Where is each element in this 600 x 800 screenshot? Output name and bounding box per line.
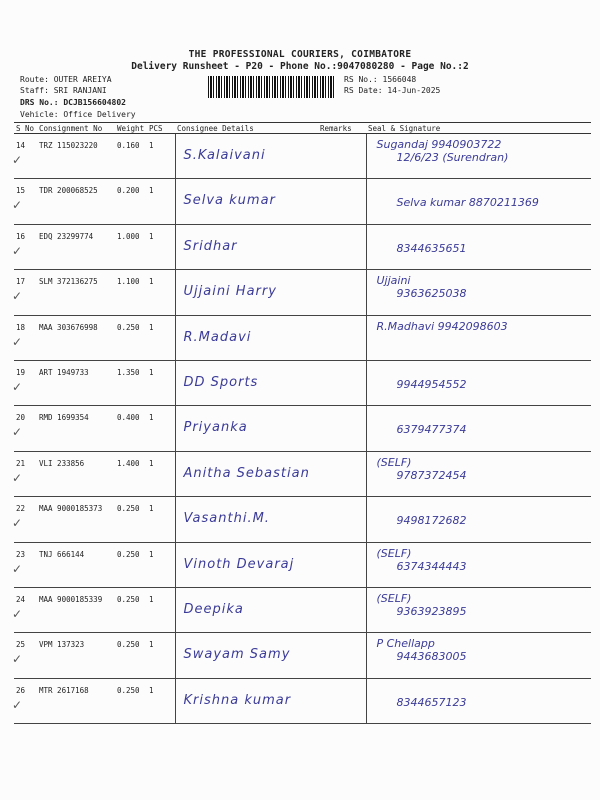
consignee-name: S.Kalaivani xyxy=(183,148,266,163)
consignment-cell: SLM 372136275 xyxy=(39,277,98,287)
consignment-cell: EDQ 23299774 xyxy=(39,231,94,241)
barcode xyxy=(208,76,336,98)
sno-cell: 15 xyxy=(16,186,26,196)
signature-line-1: Ujjaini xyxy=(376,274,411,288)
table-row xyxy=(14,678,591,723)
signature-line-2: 6379477374 xyxy=(396,423,467,437)
rs-date: RS Date: 14-Jun-2025 xyxy=(344,86,441,95)
runsheet-table xyxy=(14,122,591,724)
signature-line-2: 8344635651 xyxy=(396,241,467,255)
signature-line-2: 9944954552 xyxy=(396,377,467,391)
weight-cell: 1.400 xyxy=(117,458,140,468)
weight-cell: 0.160 xyxy=(117,141,140,150)
pcs-cell: 1 xyxy=(149,322,154,332)
pcs-cell: 1 xyxy=(149,549,154,559)
signature-line-1: R.Madhavi 9942098603 xyxy=(376,319,508,333)
signature-line-2: 9443683005 xyxy=(396,650,467,664)
consignee-name: Deepika xyxy=(183,601,244,617)
signature-line-1: (SELF) xyxy=(376,591,412,605)
col-seal: Seal & Signature xyxy=(366,123,591,134)
signature-line-2: 9787372454 xyxy=(396,468,467,482)
table-row xyxy=(14,179,591,224)
consignee-name: Ujjaini Harry xyxy=(183,284,277,300)
table-row xyxy=(14,406,591,451)
col-remarks: Remarks xyxy=(318,123,366,134)
pcs-cell: 1 xyxy=(149,186,154,196)
signature-line-2: Selva kumar 8870211369 xyxy=(396,196,539,210)
pcs-cell: 1 xyxy=(149,504,154,514)
table-row xyxy=(14,315,591,360)
weight-cell: 0.250 xyxy=(117,685,140,695)
sno-cell: 18 xyxy=(16,322,26,332)
consignment-cell: MAA 9000185373 xyxy=(39,504,103,514)
pcs-cell: 1 xyxy=(149,277,154,287)
check-mark-icon: ✓ xyxy=(12,516,23,531)
pcs-cell: 1 xyxy=(149,231,154,241)
check-mark-icon: ✓ xyxy=(12,606,23,621)
weight-cell: 1.350 xyxy=(117,367,140,377)
pcs-cell: 1 xyxy=(149,458,154,468)
vehicle-label: Vehicle: Office Delivery xyxy=(20,110,136,119)
weight-cell: 0.200 xyxy=(117,186,140,196)
consignee-name: Krishna kumar xyxy=(183,692,292,708)
rs-number: RS No.: 1566048 xyxy=(344,75,417,84)
sno-cell: 20 xyxy=(16,413,26,423)
sno-cell: 17 xyxy=(16,277,26,287)
sno-cell: 25 xyxy=(16,640,26,650)
sno-cell: 21 xyxy=(16,458,26,468)
drs-label: DRS No.: DCJB156604802 xyxy=(20,98,126,107)
consignment-cell: MAA 9000185339 xyxy=(39,594,103,604)
table-row xyxy=(14,633,591,678)
weight-cell: 0.250 xyxy=(117,640,140,650)
consignee-name: R.Madavi xyxy=(183,329,252,345)
consignment-cell: TRZ 115023220 xyxy=(39,141,98,150)
table-row xyxy=(14,270,591,315)
sno-cell: 24 xyxy=(16,594,26,604)
pcs-cell: 1 xyxy=(149,594,154,604)
pcs-cell: 1 xyxy=(149,640,154,650)
check-mark-icon: ✓ xyxy=(12,153,23,167)
table-row xyxy=(14,542,591,587)
company-title: THE PROFESSIONAL COURIERS, COIMBATORE xyxy=(188,49,412,60)
consignment-cell: MAA 303676998 xyxy=(39,322,98,332)
table-row xyxy=(14,587,591,632)
consignee-name: DD Sports xyxy=(183,374,259,390)
signature-line-1: Sugandaj 9940903722 xyxy=(376,138,502,151)
check-mark-icon: ✓ xyxy=(12,425,23,440)
signature-line-2: 9363625038 xyxy=(396,287,467,301)
col-consignee: Consignee Details xyxy=(175,123,318,134)
table-header-row xyxy=(14,123,591,134)
signature-line-2: 6374344443 xyxy=(396,559,467,573)
route-label: Route: OUTER AREIYA xyxy=(20,75,112,84)
weight-cell: 1.000 xyxy=(117,231,140,241)
consignee-name: Vinoth Devaraj xyxy=(183,556,295,572)
col-consignment: Consignment No xyxy=(37,123,115,134)
weight-cell: 0.250 xyxy=(117,322,140,332)
consignment-cell: ART 1949733 xyxy=(39,367,89,377)
weight-cell: 0.250 xyxy=(117,504,140,514)
signature-line-2: 9498172682 xyxy=(396,514,467,528)
table-row xyxy=(14,224,591,269)
signature-line-1: (SELF) xyxy=(376,455,412,469)
check-mark-icon: ✓ xyxy=(12,652,23,667)
sno-cell: 23 xyxy=(16,549,26,559)
runsheet-subtitle: Delivery Runsheet - P20 - Phone No.:9047080280 - Page No.:2 xyxy=(131,61,469,72)
check-mark-icon: ✓ xyxy=(12,289,23,304)
table-row xyxy=(14,497,591,542)
consignee-name: Anitha Sebastian xyxy=(183,465,310,481)
consignment-cell: RMD 1699354 xyxy=(39,413,89,423)
consignee-name: Sridhar xyxy=(183,238,238,254)
col-sno: S No xyxy=(14,123,37,134)
sno-cell: 26 xyxy=(16,685,26,695)
consignment-cell: VPM 137323 xyxy=(39,640,85,650)
table-row xyxy=(14,360,591,405)
consignee-name: Vasanthi.M. xyxy=(183,511,270,527)
signature-line-2: 12/6/23 (Surendran) xyxy=(396,151,509,164)
consignee-name: Selva kumar xyxy=(183,193,276,209)
signature-line-2: 9363923895 xyxy=(396,604,467,618)
pcs-cell: 1 xyxy=(149,685,154,695)
consignment-cell: MTR 2617168 xyxy=(39,685,89,695)
sno-cell: 16 xyxy=(16,231,26,241)
consignee-name: Priyanka xyxy=(183,420,248,436)
weight-cell: 1.100 xyxy=(117,277,140,287)
signature-line-1: P Chellapp xyxy=(376,637,435,651)
consignment-cell: VLI 233856 xyxy=(39,458,85,468)
staff-label: Staff: SRI RANJANI xyxy=(20,86,107,95)
signature-line-2: 8344657123 xyxy=(396,695,467,709)
sno-cell: 22 xyxy=(16,504,26,514)
signature-line-1: (SELF) xyxy=(376,546,412,560)
consignment-cell: TNJ 666144 xyxy=(39,549,85,559)
check-mark-icon: ✓ xyxy=(12,379,23,394)
check-mark-icon: ✓ xyxy=(12,334,23,349)
sno-cell: 14 xyxy=(16,141,26,150)
weight-cell: 0.400 xyxy=(117,413,140,423)
check-mark-icon: ✓ xyxy=(12,198,23,213)
consignment-cell: TDR 200068525 xyxy=(39,186,98,196)
sno-cell: 19 xyxy=(16,367,26,377)
consignee-name: Swayam Samy xyxy=(183,647,291,663)
pcs-cell: 1 xyxy=(149,367,154,377)
weight-cell: 0.250 xyxy=(117,594,140,604)
check-mark-icon: ✓ xyxy=(12,470,23,485)
check-mark-icon: ✓ xyxy=(12,243,23,258)
weight-cell: 0.250 xyxy=(117,549,140,559)
pcs-cell: 1 xyxy=(149,413,154,423)
pcs-cell: 1 xyxy=(149,141,154,150)
check-mark-icon: ✓ xyxy=(12,561,23,576)
check-mark-icon: ✓ xyxy=(12,697,23,712)
table-row xyxy=(14,134,591,179)
col-pcs: PCS xyxy=(147,123,175,134)
table-row xyxy=(14,451,591,496)
col-weight: Weight xyxy=(115,123,147,134)
